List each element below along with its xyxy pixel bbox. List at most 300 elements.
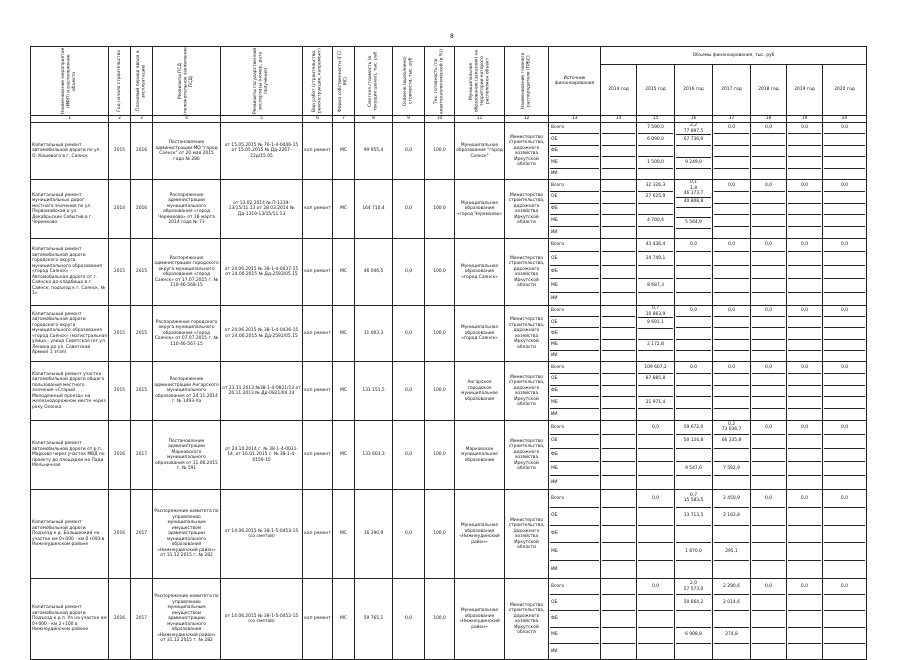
- funding-source-label: Всего: [551, 242, 565, 248]
- funding-source-label: ИИ: [551, 353, 558, 359]
- table-row: [31, 421, 867, 490]
- header-year: 2020 год: [823, 65, 867, 116]
- funding-year-cell: [751, 579, 787, 660]
- estimate-cost: 131 151,5: [355, 362, 393, 421]
- table-row: [31, 306, 867, 362]
- column-number: 14: [601, 116, 637, 123]
- funding-value: 0,0: [765, 182, 772, 188]
- spent-cost: 0,0: [393, 123, 425, 180]
- funding-source-label: Всего: [551, 364, 565, 370]
- grbs-name: Министерство строительства, дорожного хозяйства Иркутской области: [505, 306, 549, 362]
- funding-year-cell: [787, 579, 823, 660]
- page-number: 8: [450, 33, 454, 40]
- readiness: 100,0: [425, 362, 455, 421]
- municipality: Ангарское городское муниципальное образование: [455, 362, 505, 421]
- funding-source-cell: [549, 579, 601, 660]
- funding-value: 0,0: [801, 495, 808, 501]
- start-year: 2016: [109, 490, 131, 579]
- funding-year-cell: [601, 123, 637, 180]
- funding-value: 50 664,2: [683, 600, 704, 606]
- funding-source-label: ОБ: [551, 255, 558, 261]
- funding-value: 0,0: [690, 242, 697, 248]
- column-number: 13: [549, 116, 601, 123]
- funding-source-label: ОБ: [551, 513, 558, 519]
- funding-year-cell: [637, 579, 675, 660]
- column-number: 8: [355, 116, 393, 123]
- funding-value: 0,0: [652, 495, 659, 501]
- funding-value: 274,8: [725, 632, 738, 638]
- funding-year-cell: [675, 239, 713, 306]
- header-source: Источник финансирования: [549, 47, 601, 116]
- funding-source-label: ФБ: [551, 148, 558, 154]
- funding-year-cell: [823, 123, 867, 180]
- funding-year-cell: [637, 239, 675, 306]
- funding-year-cell: [787, 180, 823, 239]
- psd-details: Распоряжение администрации Ангарского муниципального образования от 24.11.2014 г. № 1493-па: [153, 362, 221, 421]
- funding-year-cell: [637, 306, 675, 362]
- funding-source-label: МБ: [551, 282, 558, 288]
- project-name: Капитальный ремонт автомобильной дороги городского округа муниципального образования «город Саянск» - Автомобильная дорога от г. Саянска до кладбища в г. Саянск, подъезд к г. Саянск, № 1»: [31, 239, 109, 306]
- project-name: Капитальный ремонт участка автомобильной дороги общего пользования местного значения «Старый Молодежный проезд» на железнодорожном месте через реку Олонка: [31, 362, 109, 421]
- start-year: 2015: [109, 362, 131, 421]
- table-row: [31, 490, 867, 579]
- funding-value: 109 607,2: [644, 364, 667, 370]
- funding-year-cell: [713, 490, 751, 579]
- work-type: кап ремонт: [303, 421, 333, 490]
- column-number: 12: [505, 116, 549, 123]
- funding-source-label: МБ: [551, 218, 558, 224]
- funding-year-cell: [751, 306, 787, 362]
- estimate-cost: 164 710,4: [355, 180, 393, 239]
- start-year: 2015: [109, 306, 131, 362]
- column-number: 20: [823, 116, 867, 123]
- funding-year-cell: [675, 490, 713, 579]
- funding-source-label: Всего: [551, 308, 565, 314]
- funding-value: 67 736,0: [683, 137, 704, 143]
- funding-value: 0,7 10 863,9: [645, 306, 666, 317]
- readiness: 100,0: [425, 579, 455, 660]
- funding-value: 0,7 15 583,5: [683, 492, 704, 504]
- funding-source-cell: [549, 421, 601, 490]
- funding-year-cell: [713, 123, 751, 180]
- psd-details: Распоряжение администрации муниципального образования «город Черемхово» от 18 марта 2014 года № 73: [153, 180, 221, 239]
- funding-source-label: МБ: [551, 466, 558, 472]
- funding-year-cell: [713, 306, 751, 362]
- work-type: кап ремонт: [303, 123, 333, 180]
- funding-year-cell: [751, 362, 787, 421]
- header-project-docs: Реквизиты ПСД (положительное заключение ПСД): [153, 47, 221, 116]
- expertise-details: от 24.06.2015 № 38-1-4-0437-15 от 24.06.2015 № Дд-2593/05.15: [221, 239, 303, 306]
- ownership: МС: [333, 362, 355, 421]
- readiness: 100,0: [425, 490, 455, 579]
- funding-value: 1 500,0: [647, 159, 664, 165]
- start-year: 2015: [109, 123, 131, 180]
- funding-source-label: Всего: [551, 125, 565, 131]
- funding-year-cell: [637, 123, 675, 180]
- column-number: 16: [675, 116, 713, 123]
- header-state-expertise: Реквизиты государственной экспертизы (номер, дата получения): [221, 47, 303, 116]
- funding-value: 2 450,9: [723, 495, 740, 501]
- column-number: 9: [393, 116, 425, 123]
- end-year: 2017: [131, 490, 153, 579]
- header-estimate: Сметная стоимость (в текущих ценах), тыс. руб: [355, 47, 393, 116]
- funding-value: 0,0: [841, 424, 848, 430]
- psd-details: Распоряжение комитета по управлению муниципальным имуществом администрации муниципального образования «Нижнеудинский район» от 31.12.2015 г. № 282: [153, 579, 221, 660]
- column-number: 4: [153, 116, 221, 123]
- funding-value: 4 700,4: [647, 218, 664, 224]
- funding-year-cell: [637, 421, 675, 490]
- project-name: Капитальный ремонт автомобильной дороги городского округа муниципального образования «город Саянск» (магистральная улица - улица Советская (от ул. Ленина до ул. Советской Армии) 1 этап): [31, 306, 109, 362]
- funding-value: 0,0: [841, 308, 848, 314]
- municipality: Муниципальное образование «город Черемхово»: [455, 180, 505, 239]
- funding-value: 0,0: [841, 583, 848, 589]
- header-start-year: Год начала строительства: [109, 47, 131, 116]
- funding-source-label: ФБ: [551, 269, 558, 275]
- header-owner: Муниципальное образование (заказчик) на территории которого расположен объект: [455, 47, 505, 116]
- funding-value: 6 908,8: [685, 632, 702, 638]
- readiness: 100,0: [425, 180, 455, 239]
- funding-year-cell: [713, 362, 751, 421]
- table-row: [31, 362, 867, 421]
- funding-value: 0,0: [728, 308, 735, 314]
- funding-year-cell: [637, 362, 675, 421]
- funding-value: 2 014,6: [723, 600, 740, 606]
- spent-cost: 0,0: [393, 239, 425, 306]
- funding-year-cell: [675, 123, 713, 180]
- expertise-details: от 23.11.2013 №38-1-4-0821/13 от 26.11.2013 № Дд-0821/04.14: [221, 362, 303, 421]
- funding-year-cell: [751, 239, 787, 306]
- estimate-cost: 16 290,9: [355, 490, 393, 579]
- end-year: 2015: [131, 239, 153, 306]
- funding-year-cell: [751, 123, 787, 180]
- funding-value: 295,1: [725, 549, 738, 555]
- funding-value: 2,0 57 573,0: [683, 581, 704, 592]
- funding-value: 0,2 73 036,7: [721, 421, 742, 433]
- funding-source-label: ФБ: [551, 531, 558, 537]
- estimate-cost: 133 603,3: [355, 421, 393, 490]
- funding-value: 34 749,1: [645, 255, 666, 261]
- funding-value: 0,0: [801, 424, 808, 430]
- funding-year-cell: [601, 180, 637, 239]
- spent-cost: 0,0: [393, 362, 425, 421]
- ownership: МС: [333, 180, 355, 239]
- funding-source-cell: [549, 362, 601, 421]
- funding-value: 0,0: [841, 125, 848, 131]
- funding-year-cell: [787, 239, 823, 306]
- funding-source-label: ОБ: [551, 600, 558, 606]
- ownership: МС: [333, 579, 355, 660]
- readiness: 100,0: [425, 421, 455, 490]
- funding-value: 87 885,8: [645, 376, 666, 382]
- funding-value: 66 335,8: [721, 438, 742, 444]
- header-grbs: Наименование главного распорядителя (ГРБС): [505, 47, 549, 116]
- funding-year-cell: [675, 362, 713, 421]
- column-number: 17: [713, 116, 751, 123]
- funding-year-cell: [823, 239, 867, 306]
- funding-value: 0,0: [801, 182, 808, 188]
- funding-value: 0,0: [841, 495, 848, 501]
- funding-source-label: ИИ: [551, 648, 558, 654]
- start-year: 2016: [109, 579, 131, 660]
- grbs-name: Министерство строительства, дорожного хозяйства Иркутской области: [505, 180, 549, 239]
- expertise-details: от 24.06.2015 № 38-1-4-0436-15 от 24.06.2015 № Дд-2592/05.15: [221, 306, 303, 362]
- funding-source-label: ФБ: [551, 330, 558, 336]
- psd-details: Распоряжение городского округа муниципального образования «город Саянск» от 07.07.2015 г. № 110-46-567-15: [153, 306, 221, 362]
- column-number: 10: [425, 116, 455, 123]
- header-ownership: Форма собственности (ГС/МС): [333, 47, 355, 116]
- header-year: 2019 год: [787, 65, 823, 116]
- column-number: 19: [787, 116, 823, 123]
- municipality: Муниципальное образование «город Саянск»: [455, 239, 505, 306]
- funding-source-label: МБ: [551, 341, 558, 347]
- funding-value: 0,0: [765, 583, 772, 589]
- funding-source-label: МБ: [551, 549, 558, 555]
- funding-value: 0,0: [652, 583, 659, 589]
- funding-source-label: ФБ: [551, 616, 558, 622]
- funding-year-cell: [787, 123, 823, 180]
- funding-source-label: ОБ: [551, 438, 558, 444]
- funding-source-label: ОБ: [551, 136, 558, 142]
- grbs-name: Министерство строительства, дорожного хозяйства Иркутской области: [505, 421, 549, 490]
- work-type: кап ремонт: [303, 490, 333, 579]
- funding-value: 32 326,3: [645, 182, 666, 188]
- header-year: 2018 год: [751, 65, 787, 116]
- funding-value: 0,0: [690, 364, 697, 370]
- funding-value: 0,0: [728, 125, 735, 131]
- funding-value: 0,0: [765, 364, 772, 370]
- estimate-cost: 99 955,4: [355, 123, 393, 180]
- header-readiness: Тех. готовность (по акватехнологической (в %)): [425, 47, 455, 116]
- funding-source-label: ИИ: [551, 296, 558, 302]
- funding-year-cell: [713, 421, 751, 490]
- spent-cost: 0,0: [393, 490, 425, 579]
- column-number: 15: [637, 116, 675, 123]
- work-type: кап ремонт: [303, 180, 333, 239]
- grbs-name: Министерство строительства, дорожного хозяйства Иркутской области: [505, 239, 549, 306]
- readiness: 100,0: [425, 123, 455, 180]
- funding-value: 0,0: [728, 242, 735, 248]
- funding-year-cell: [823, 421, 867, 490]
- funding-source-label: ОБ: [551, 376, 558, 382]
- grbs-name: Министерство строительства, дорожного хозяйства Иркутской области: [505, 579, 549, 660]
- funding-year-cell: [787, 421, 823, 490]
- funding-value: 7 592,9: [723, 466, 740, 472]
- funding-value: 0,0: [690, 308, 697, 314]
- funding-value: 40 808,8: [683, 199, 704, 205]
- table-row: [31, 239, 867, 306]
- spent-cost: 0,0: [393, 306, 425, 362]
- funding-year-cell: [751, 421, 787, 490]
- funding-year-cell: [601, 579, 637, 660]
- psd-details: Распоряжение комитета по управлению муниципальным имуществом администрации муниципального образования «Нижнеудинский район» от 31.12.2015 г. № 282: [153, 490, 221, 579]
- funding-year-cell: [675, 421, 713, 490]
- funding-year-cell: [713, 579, 751, 660]
- funding-value: 13 713,5: [683, 513, 704, 519]
- funding-source-cell: [549, 123, 601, 180]
- funding-source-label: ОБ: [551, 319, 558, 325]
- municipality: Муниципальное образование «Нижнеудинский район»: [455, 579, 505, 660]
- expertise-details: от 24.10.2014 г. № 38-1-4-0031-14, от 16.01.2015 г. № 38-1-4-0159-15: [221, 421, 303, 490]
- column-number: 11: [455, 116, 505, 123]
- column-number: 2: [109, 116, 131, 123]
- funding-source-label: ФБ: [551, 388, 558, 394]
- funding-value: 0,0: [728, 182, 735, 188]
- funding-value: 2,2 77 897,5: [683, 123, 704, 134]
- end-year: 2017: [131, 421, 153, 490]
- funding-year-cell: [823, 579, 867, 660]
- column-number: 1: [31, 116, 109, 123]
- funding-source-cell: [549, 490, 601, 579]
- funding-value: 0,0: [765, 308, 772, 314]
- funding-source-label: ИИ: [551, 411, 558, 417]
- funding-value: 0,0: [801, 308, 808, 314]
- psd-details: Постановление администрации МО "город Саянск" от 20 мая 2015 года № 286: [153, 123, 221, 180]
- investment-projects-table: [30, 46, 867, 660]
- column-number: 6: [303, 116, 333, 123]
- funding-value: 0,0: [801, 583, 808, 589]
- funding-value: 50 124,8: [683, 438, 704, 444]
- project-name: Капитальный ремонт автомобильной дороги от р.п. Марково через участок МВД по проекту до площадки на Пади Мельничная: [31, 421, 109, 490]
- funding-value: 43 436,4: [645, 242, 666, 248]
- funding-source-label: ИИ: [551, 566, 558, 572]
- funding-year-cell: [787, 306, 823, 362]
- funding-year-cell: [601, 306, 637, 362]
- funding-source-label: Всего: [551, 495, 565, 501]
- header-name: Наименование мероприятия (ИФП) и расположение объекта: [31, 47, 109, 116]
- funding-value: 0,0: [765, 424, 772, 430]
- table-row: [31, 579, 867, 660]
- funding-value: 9 249,0: [685, 159, 702, 165]
- project-name: Капитальный ремонт автомобильной дороги Подъезд к д. Большеокий на участке км 0+000 - км 0+093 в Нижнеудинском районе: [31, 490, 109, 579]
- ownership: МС: [333, 421, 355, 490]
- work-type: кап ремонт: [303, 362, 333, 421]
- funding-source-label: ИИ: [551, 479, 558, 485]
- funding-source-label: ИИ: [551, 229, 558, 235]
- funding-source-label: ФБ: [551, 452, 558, 458]
- column-number: 7: [333, 116, 355, 123]
- funding-value: 2 172,8: [647, 342, 664, 348]
- funding-year-cell: [675, 306, 713, 362]
- table-row: [31, 180, 867, 239]
- funding-source-cell: [549, 306, 601, 362]
- funding-value: 1 870,0: [685, 549, 702, 555]
- funding-value: 5 564,9: [685, 220, 702, 226]
- psd-details: Распоряжение администрации городского округа муниципального образования «город Саянск» от 17.07.2015 г. № 110-46-568-15: [153, 239, 221, 306]
- header-year: 2016 год: [675, 65, 713, 116]
- funding-year-cell: [601, 421, 637, 490]
- column-number: 3: [131, 116, 153, 123]
- funding-year-cell: [823, 490, 867, 579]
- funding-value: 0,0: [728, 364, 735, 370]
- funding-source-label: Всего: [551, 182, 565, 188]
- work-type: кап ремонт: [303, 239, 333, 306]
- funding-year-cell: [787, 362, 823, 421]
- header-year: 2014 год: [601, 65, 637, 116]
- funding-source-label: МБ: [551, 159, 558, 165]
- funding-value: 7 590,0: [647, 125, 664, 131]
- funding-year-cell: [713, 180, 751, 239]
- start-year: 2016: [109, 421, 131, 490]
- column-number: 18: [751, 116, 787, 123]
- funding-year-cell: [601, 490, 637, 579]
- start-year: 2014: [109, 180, 131, 239]
- funding-value: 0,0: [652, 424, 659, 430]
- funding-year-cell: [675, 180, 713, 239]
- funding-value: 2 290,6: [723, 583, 740, 589]
- funding-value: 0,0: [765, 125, 772, 131]
- funding-value: 0,0: [801, 364, 808, 370]
- funding-source-label: ФБ: [551, 206, 558, 212]
- funding-value: 2 163,8: [723, 513, 740, 519]
- ownership: МС: [333, 306, 355, 362]
- municipality: Муниципальное образование «Нижнеудинский район»: [455, 490, 505, 579]
- table-row: [31, 123, 867, 180]
- header-funding: Объемы финансирования, тыс. руб: [601, 47, 867, 65]
- funding-year-cell: [601, 239, 637, 306]
- funding-source-label: МБ: [551, 400, 558, 406]
- funding-source-label: ИИ: [551, 171, 558, 177]
- expertise-details: от 14.06.2015 № 38-1-5-0452-15 (со сметой): [221, 579, 303, 660]
- funding-value: 8 691,1: [647, 320, 664, 326]
- funding-value: 0,0: [841, 364, 848, 370]
- funding-value: 59 672,0: [683, 424, 704, 430]
- funding-source-label: Всего: [551, 424, 565, 430]
- estimate-cost: 11 003,3: [355, 306, 393, 362]
- estimate-cost: 59 765,1: [355, 579, 393, 660]
- funding-year-cell: [823, 362, 867, 421]
- project-name: Капитальный ремонт автомобильной дороги по ул. О. Кошевого в г. Саянск: [31, 123, 109, 180]
- funding-value: 6 090,0: [647, 136, 664, 142]
- start-year: 2015: [109, 239, 131, 306]
- funding-value: 9 547,6: [685, 466, 702, 472]
- spent-cost: 0,0: [393, 421, 425, 490]
- funding-value: 8 687,3: [647, 282, 664, 288]
- end-year: 2017: [131, 579, 153, 660]
- header-year: 2015 год: [637, 65, 675, 116]
- funding-year-cell: [637, 180, 675, 239]
- ownership: МС: [333, 490, 355, 579]
- work-type: кап ремонт: [303, 306, 333, 362]
- project-name: Капитальный ремонт муниципальных дорог местного значения по ул. Первомайская и ул. Декабрьских Событий в г. Черемхово: [31, 180, 109, 239]
- funding-year-cell: [787, 490, 823, 579]
- funding-year-cell: [751, 180, 787, 239]
- psd-details: Постановление администрации Марковского муниципального образования от 11.06.2015 г. № 591: [153, 421, 221, 490]
- ownership: МС: [333, 239, 355, 306]
- expertise-details: от 13.02.2014 № П-1319-13/15/11.13 от 28.03.2014 № Дд-1319-13/15/11.13: [221, 180, 303, 239]
- funding-value: 0,0: [765, 495, 772, 501]
- funding-value: 21 971,4: [645, 400, 666, 406]
- funding-value: 0,0: [801, 125, 808, 131]
- grbs-name: Министерство строительства, дорожного хозяйства Иркутской области: [505, 362, 549, 421]
- funding-value: 27 625,9: [645, 194, 666, 200]
- funding-source-label: Всего: [551, 583, 565, 589]
- municipality: Марковское муниципальное образование: [455, 421, 505, 490]
- header-year: 2017 год: [713, 65, 751, 116]
- readiness: 100,0: [425, 239, 455, 306]
- estimate-cost: 46 046,5: [355, 239, 393, 306]
- readiness: 100,0: [425, 306, 455, 362]
- spent-cost: 0,0: [393, 180, 425, 239]
- funding-value: 0,0: [801, 242, 808, 248]
- funding-value: 0,0: [765, 242, 772, 248]
- funding-year-cell: [751, 490, 787, 579]
- ownership: МС: [333, 123, 355, 180]
- expertise-details: от 15.05.2015 № 76-1-4-0446-15 от 15.05.2015 № Дд-2267-22д/15.05: [221, 123, 303, 180]
- funding-value: 0,0: [841, 242, 848, 248]
- funding-year-cell: [823, 306, 867, 362]
- funding-source-label: ОБ: [551, 194, 558, 200]
- grbs-name: Министерство строительства, дорожного хозяйства Иркутской области: [505, 123, 549, 180]
